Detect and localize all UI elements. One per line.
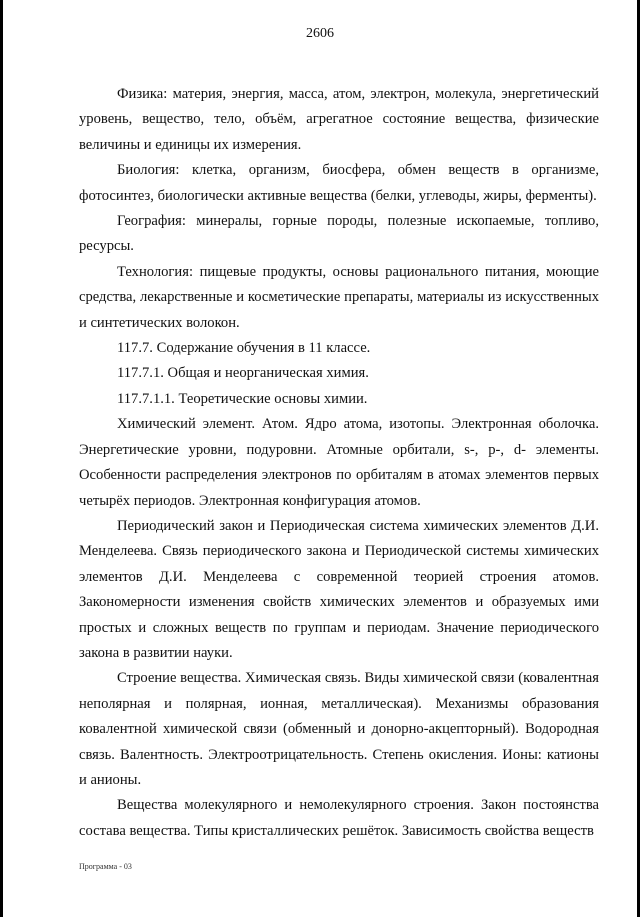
footer-note: Программа - 03 [79, 862, 132, 871]
paragraph-geography: География: минералы, горные породы, полезные ископаемые, топливо, ресурсы. [79, 213, 599, 255]
section-heading-theory: 117.7.1.1. Теоретические основы химии. [117, 390, 368, 407]
paragraph-periodic-law: Периодический закон и Периодическая система химических элементов Д.И. Менделеева. Связь периодического закона и Периодической системы химических элементов Д.И. Менделеева с современной теорией строения атомов. Закономерности изменения свойств химических элементов и образуемых ими простых и сложных веществ по группам и периодам. Значение периодического закона в развитии науки. [79, 517, 599, 661]
paragraph-biology: Биология: клетка, организм, биосфера, обмен веществ в организме, фотосинтез, биологически активные вещества (белки, углеводы, жиры, ферменты). [79, 162, 599, 204]
page-number: 2606 [306, 26, 334, 41]
paragraph-chemical-element: Химический элемент. Атом. Ядро атома, изотопы. Электронная оболочка. Энергетические уровни, подуровни. Атомные орбитали, s-, p-, d- элементы. Особенности распределения электронов по орбиталям в атомах элементов первых четырёх периодов. Электронная конфигурация атомов. [79, 416, 599, 509]
document-body [79, 82, 599, 844]
paragraph-structure-of-matter: Строение вещества. Химическая связь. Виды химической связи (ковалентная неполярная и полярная, ионная, металлическая). Механизмы образования ковалентной химической связи (обменный и донорно-акцепторный). Водородная связь. Валентность. Электроотрицательность. Степень окисления. Ионы: катионы и анионы. [79, 670, 599, 788]
scan-edge-left [0, 0, 3, 917]
paragraph-physics: Физика: материя, энергия, масса, атом, электрон, молекула, энергетический уровень, вещество, тело, объём, агрегатное состояние вещества, физические величины и единицы их измерения. [79, 86, 599, 153]
paragraph-technology: Технология: пищевые продукты, основы рационального питания, моющие средства, лекарственные и косметические препараты, материалы из искусственных и синтетических волокон. [79, 263, 599, 331]
paragraph-substances: Вещества молекулярного и немолекулярного строения. Закон постоянства состава вещества. Типы кристаллических решёток. Зависимость свойства веществ [79, 797, 599, 839]
section-heading-general-chemistry: 117.7.1. Общая и неорганическая химия. [117, 365, 369, 382]
section-heading-11-class: 117.7. Содержание обучения в 11 классе. [117, 340, 371, 357]
